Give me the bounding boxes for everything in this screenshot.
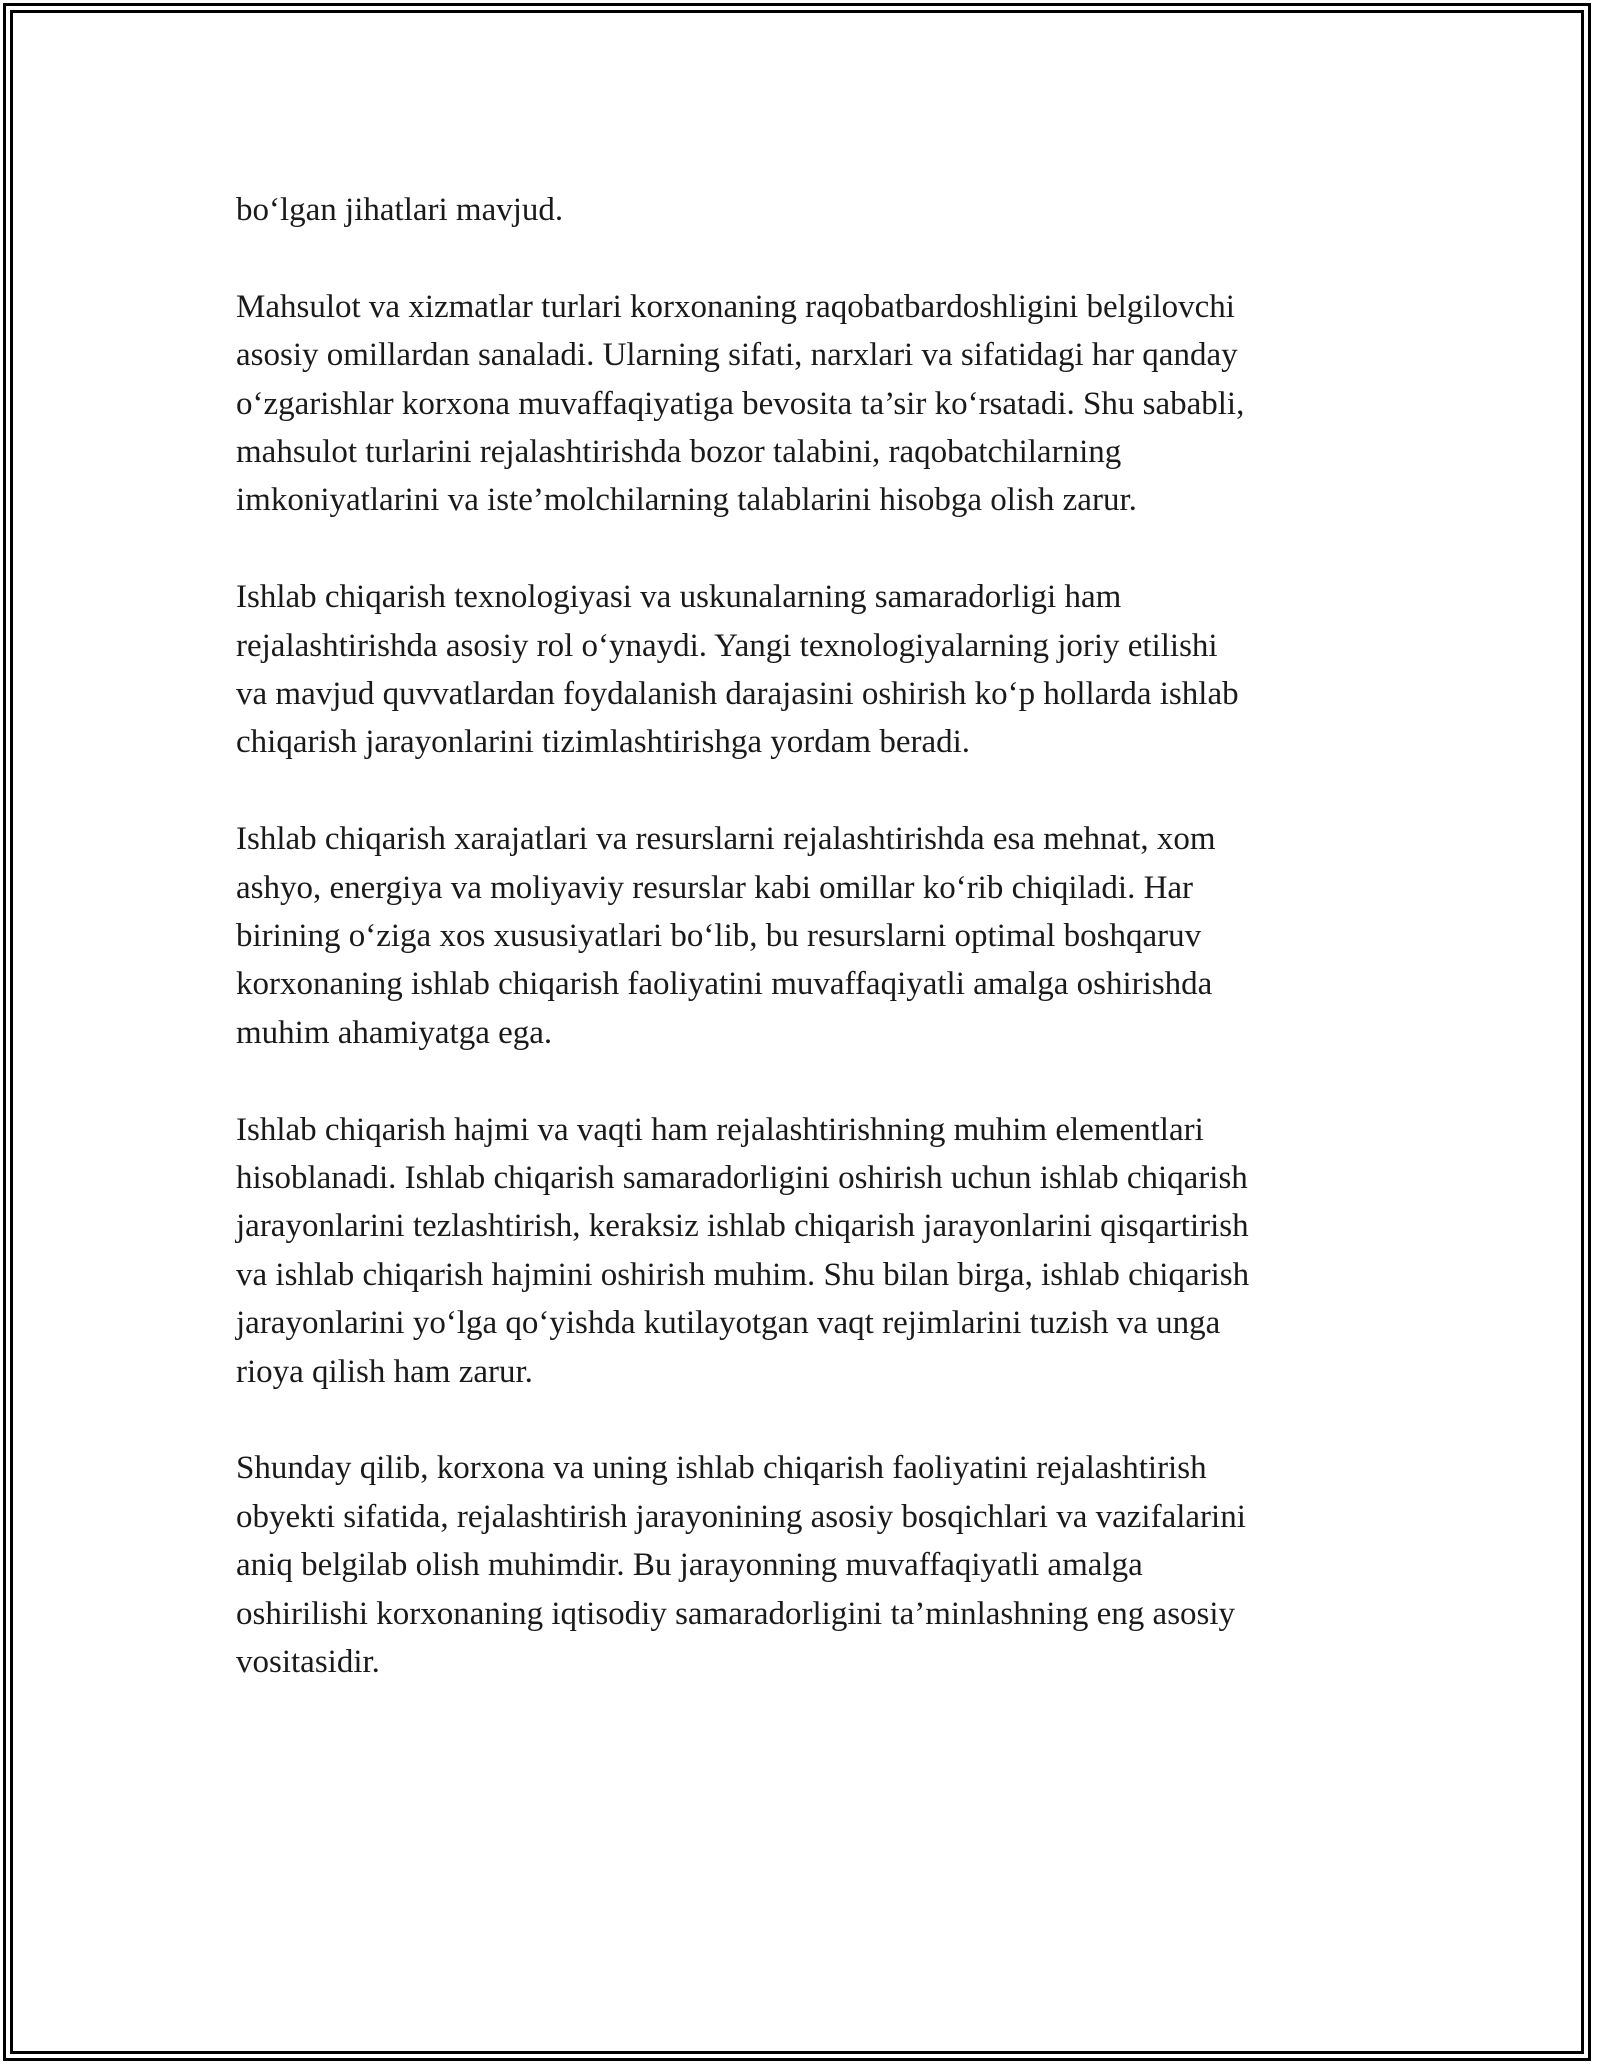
paragraph-continuation: bo‘lgan jihatlari mavjud. (236, 192, 564, 228)
paragraph-technology: Ishlab chiqarish texnologiyasi va uskunalarning samaradorligi ham rejalashtirishda asosiy rol o‘ynaydi. Yangi texnologiyalarning joriy etilishi va mavjud quvvatlardan foydalanish darajasini oshirish ko‘p hollarda ishlab chiqarish jarayonlarini tizimlashtirishga yordam beradi. (236, 579, 1239, 761)
document-body (236, 186, 1366, 1735)
paragraph-conclusion: Shunday qilib, korxona va uning ishlab chiqarish faoliyatini rejalashtirish obyekti sifatida, rejalashtirish jarayonining asosiy bosqichlari va vazifalarini aniq belgilab olish muhimdir. Bu jarayonning muvaffaqiyatli amalga oshirilishi korxonaning iqtisodiy samaradorligini ta’minlashning eng asosiy vositasidir. (236, 1450, 1246, 1681)
paragraph-volume-time: Ishlab chiqarish hajmi va vaqti ham rejalashtirishning muhim elementlari hisoblanadi. Ishlab chiqarish samaradorligini oshirish uchun ishlab chiqarish jarayonlarini tezlashtirish, keraksiz ishlab chiqarish jarayonlarini qisqartirish va ishlab chiqarish hajmini oshirish muhim. Shu bilan birga, ishlab chiqarish jarayonlarini yo‘lga qo‘yishda kutilayotgan vaqt rejimlarini tuzish va unga rioya qilish ham zarur. (236, 1111, 1250, 1390)
paragraph-costs-resources: Ishlab chiqarish xarajatlari va resurslarni rejalashtirishda esa mehnat, xom ashyo, energiya va moliyaviy resurslar kabi omillar ko‘rib chiqiladi. Har birining o‘ziga xos xususiyatlari bo‘lib, bu resurslarni optimal boshqaruv korxonaning ishlab chiqarish faoliyatini muvaffaqiyatli amalga oshirishda muhim ahamiyatga ega. (236, 821, 1216, 1051)
paragraph-products-services: Mahsulot va xizmatlar turlari korxonaning raqobatbardoshligini belgilovchi asosiy omillardan sanaladi. Ularning sifati, narxlari va sifatidagi har qanday o‘zgarishlar korxona muvaffaqiyatiga bevosita ta’sir ko‘rsatadi. Shu sababli, mahsulot turlarini rejalashtirishda bozor talabini, raqobatchilarning imkoniyatlarini va iste’molchilarning talablarini hisobga olish zarur. (236, 288, 1245, 519)
